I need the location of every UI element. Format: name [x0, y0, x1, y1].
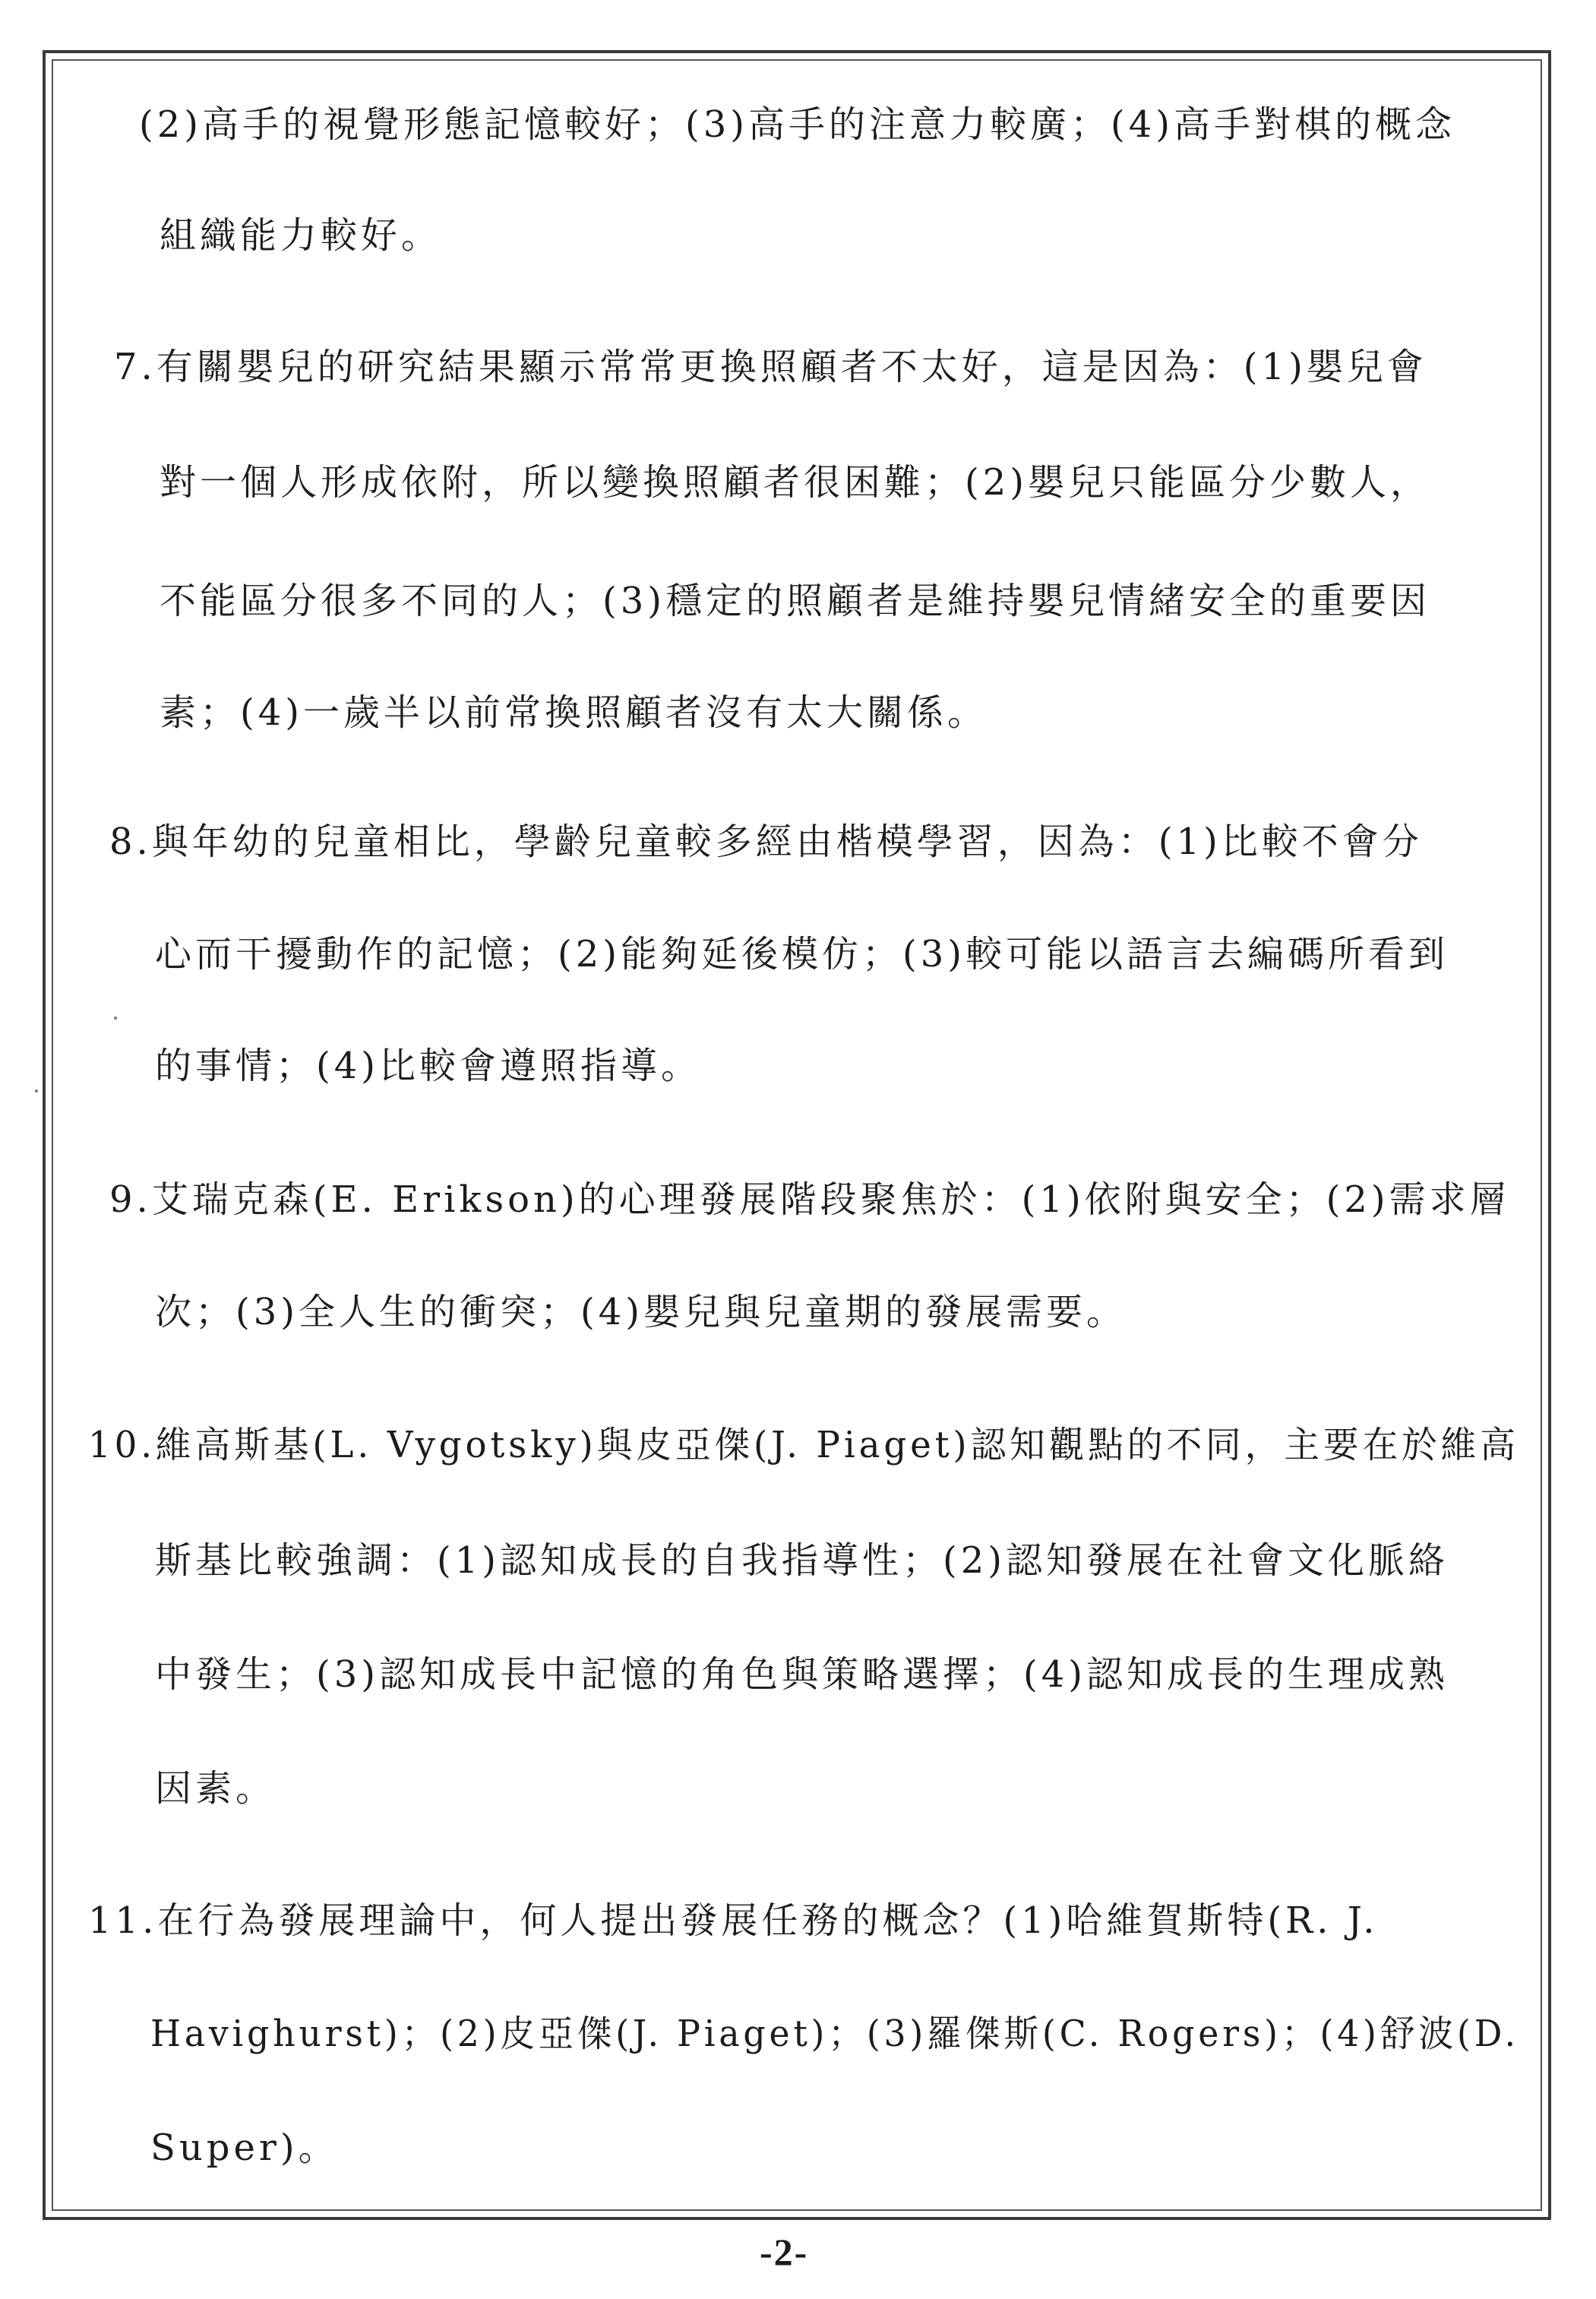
question-9-line: 9.艾瑞克森(E. Erikson)的心理發展階段聚焦於：(1)依附與安全；(2)需求層	[109, 1178, 1510, 1221]
question-8-line: 的事情；(4)比較會遵照指導。	[155, 1045, 701, 1087]
question-8-line: 8.與年幼的兒童相比，學齡兒童較多經由楷模學習，因為：(1)比較不會分	[109, 821, 1423, 863]
question-10-line: 斯基比較強調：(1)認知成長的自我指導性；(2)認知發展在社會文化脈絡	[155, 1539, 1449, 1582]
question-10-line: 因素。	[155, 1767, 277, 1810]
question-8-line: 心而干擾動作的記憶；(2)能夠延後模仿；(3)較可能以語言去編碼所看到	[155, 933, 1449, 976]
question-7-line: 對一個人形成依附，所以變換照顧者很困難；(2)嬰兒只能區分少數人，	[160, 461, 1430, 504]
question-11-line: Super)。	[150, 2127, 339, 2169]
question-6-option-line: (2)高手的視覺形態記憶較好；(3)高手的注意力較廣；(4)高手對棋的概念	[139, 103, 1455, 146]
question-7-line: 不能區分很多不同的人；(3)穩定的照顧者是維持嬰兒情緒安全的重要因	[160, 580, 1430, 622]
question-10-line: 中發生；(3)認知成長中記憶的角色與策略選擇；(4)認知成長的生理成熟	[155, 1653, 1449, 1696]
question-6-option-line: 組織能力較好。	[160, 214, 442, 257]
question-9-line: 次；(3)全人生的衝突；(4)嬰兒與兒童期的發展需要。	[155, 1291, 1127, 1333]
scan-speck	[114, 1017, 117, 1020]
page-number: -2-	[760, 2231, 809, 2273]
question-7-line: 素；(4)一歲半以前常換照顧者沒有太大關係。	[160, 691, 988, 734]
question-10-line: 10.維高斯基(L. Vygotsky)與皮亞傑(J. Piaget)認知觀點的不同，主要在於維高	[88, 1424, 1519, 1466]
question-7-line: 7.有關嬰兒的研究結果顯示常常更換照顧者不太好，這是因為：(1)嬰兒會	[114, 346, 1427, 388]
question-11-line: 11.在行為發展理論中，何人提出發展任務的概念？(1)哈維賀斯特(R. J.	[88, 1899, 1379, 1942]
question-11-line: Havighurst)；(2)皮亞傑(J. Piaget)；(3)羅傑斯(C. Rogers)；(4)舒波(D.	[150, 2013, 1519, 2055]
scan-speck	[35, 1089, 38, 1093]
